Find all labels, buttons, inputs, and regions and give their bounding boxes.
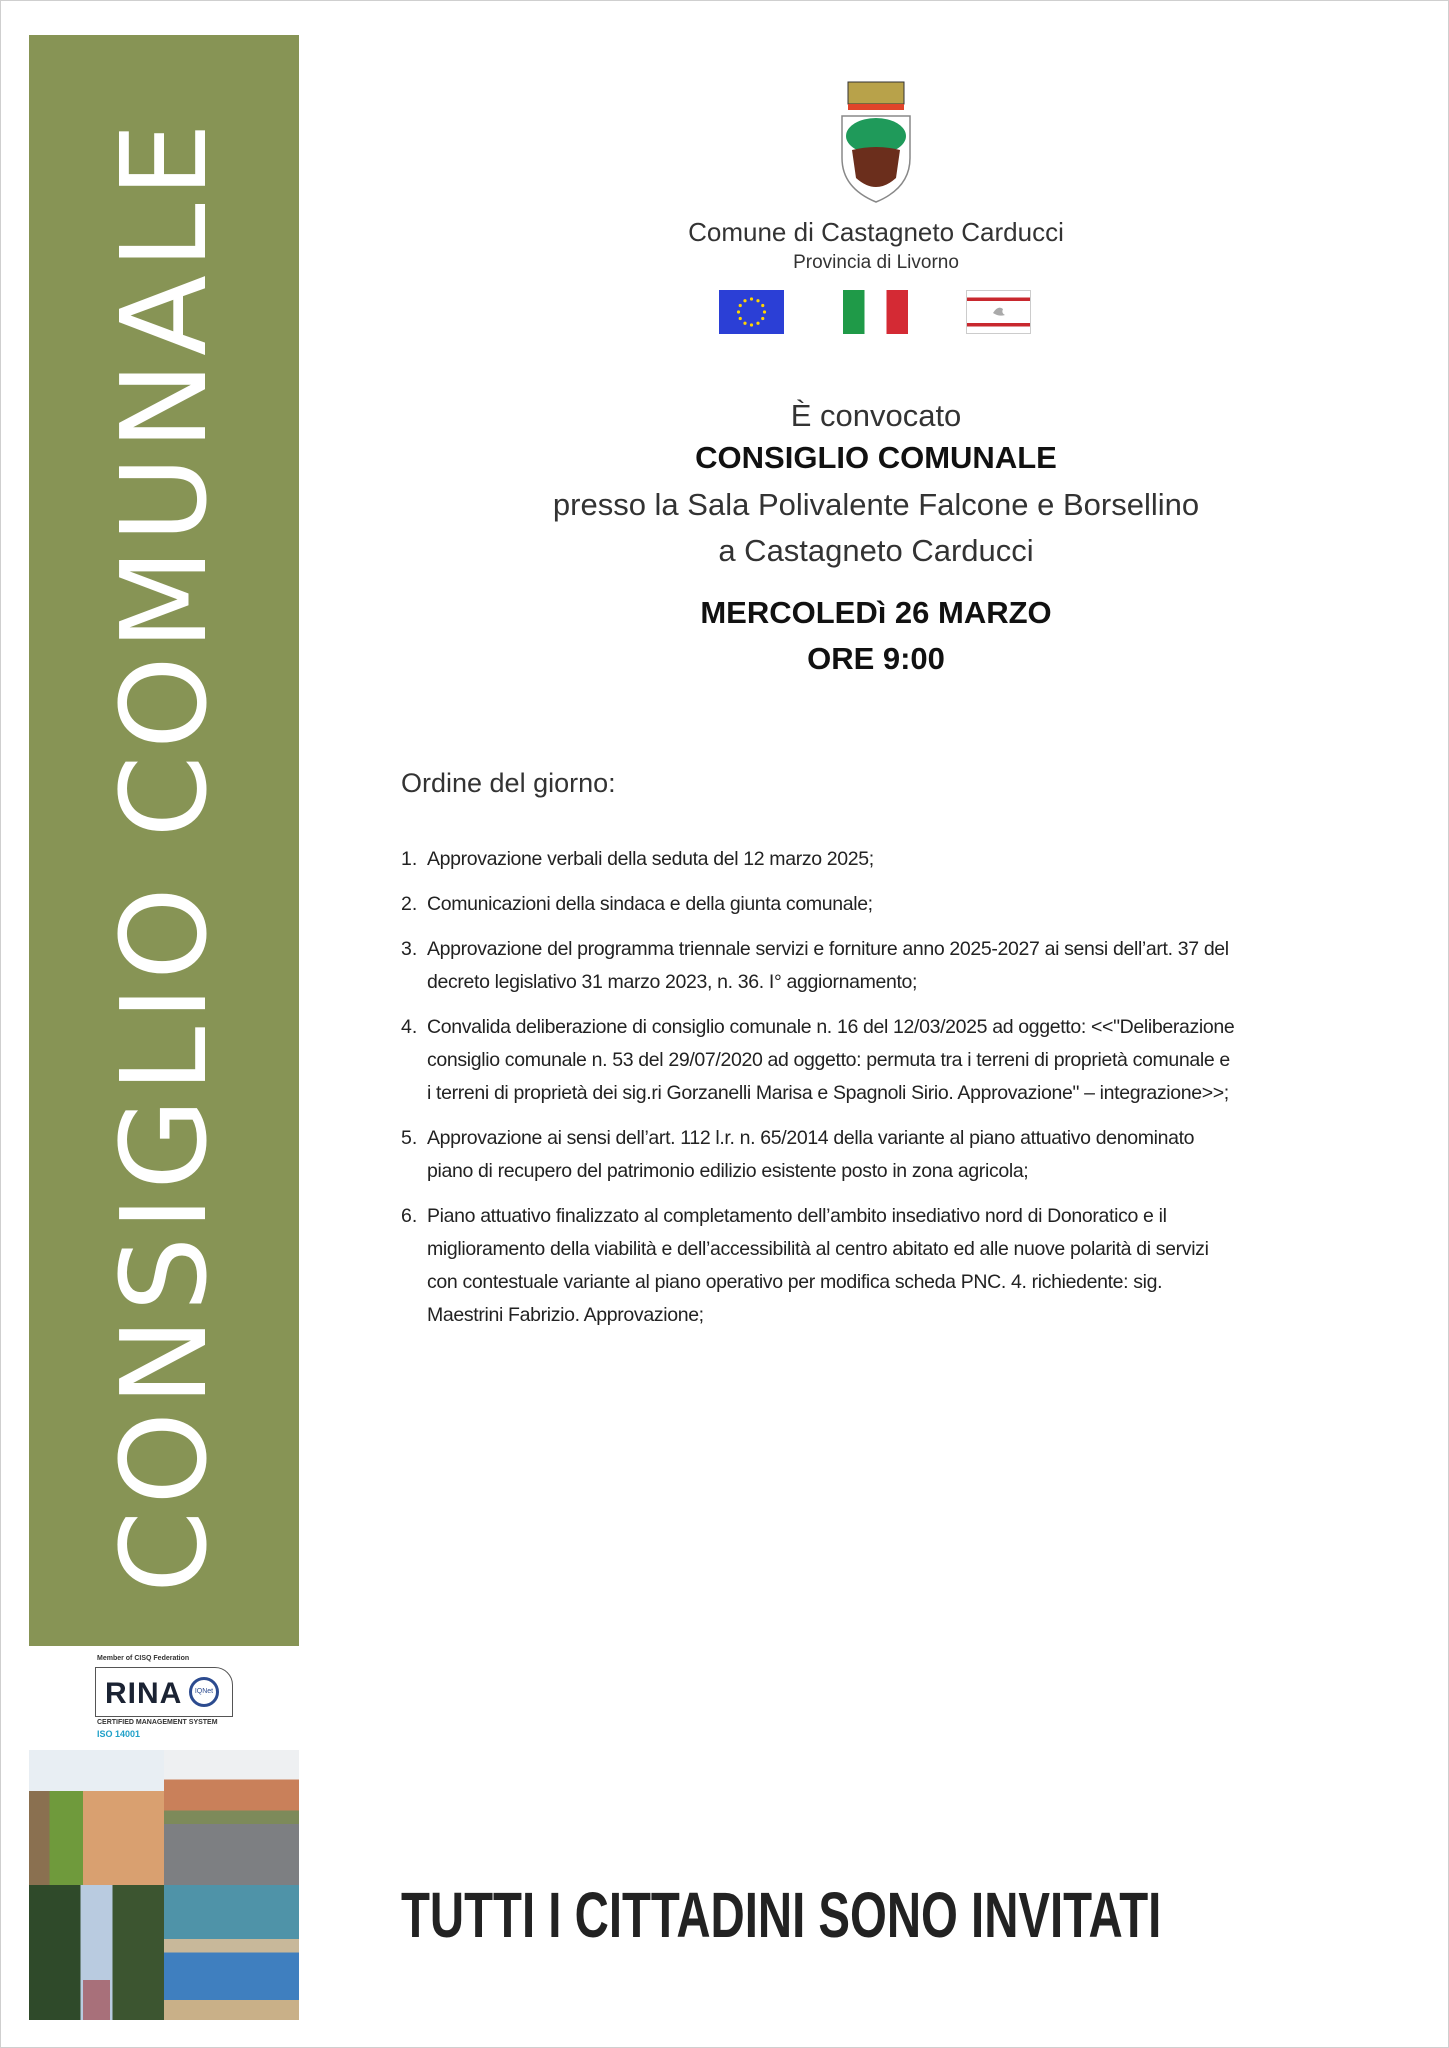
eu-flag-icon [719, 290, 784, 334]
rina-certification-logo [95, 1655, 245, 1747]
agenda-item-text: Approvazione ai sensi dell’art. 112 l.r. n. 65/2014 della variante al piano attuativo denominato [427, 1127, 1195, 1149]
agenda-item-number: 4. [401, 1016, 418, 1038]
rina-iso-text: ISO 14001 [97, 1729, 141, 1739]
agenda-title: Ordine del giorno: [401, 768, 616, 798]
agenda-item-text: i terreni di proprietà dei sig.ri Gorzanelli Marisa e Spagnoli Sirio. Approvazione" – integrazione>>; [427, 1082, 1229, 1104]
agenda-item-text: Comunicazioni della sindaca e della giunta comunale; [427, 893, 873, 915]
italy-flag-icon [843, 290, 908, 334]
convocation-venue: presso la Sala Polivalente Falcone e Borsellino [552, 487, 1200, 522]
agenda-item-number: 1. [401, 848, 418, 870]
agenda-item-text: miglioramento della viabilità e dell’accessibilità al centro abitato ed alle nuove polarità di servizi [427, 1238, 1209, 1260]
eu-star-icon [761, 304, 764, 307]
agenda-item-text: consiglio comunale n. 53 del 29/07/2020 ad oggetto: permuta tra i terreni di proprietà comunale e [427, 1049, 1230, 1071]
agenda-item [401, 1011, 1401, 1110]
meeting-date: MERCOLEDì 26 MARZO [700, 595, 1052, 630]
eu-star-icon [743, 322, 746, 325]
photo-collage [29, 1750, 299, 2020]
banner-title: CONSIGLIO COMUNALE [95, 116, 233, 1594]
rina-member-text: Member of CISQ Federation [97, 1655, 190, 1662]
eu-star-icon [756, 299, 759, 302]
agenda-item-text: Approvazione del programma triennale servizi e forniture anno 2025-2027 ai sensi dell’art. 37 del [427, 938, 1229, 960]
rina-logo-text: RINA [105, 1677, 183, 1710]
agenda-item-number: 5. [401, 1127, 418, 1149]
agenda-item [401, 1122, 1401, 1188]
iqnet-icon: IQNet [189, 1677, 219, 1707]
eu-star-icon [750, 323, 753, 326]
photo-cypress-road [29, 1885, 164, 2020]
agenda-item-text: con contestuale variante al piano operativo per modifica scheda PNC. 4. richiedente: sig. [427, 1271, 1163, 1293]
agenda-item [401, 1200, 1401, 1332]
agenda-item [401, 843, 1401, 876]
eu-star-icon [763, 310, 766, 313]
photo-beach [164, 1885, 299, 2020]
agenda-item-text: Convalida deliberazione di consiglio comunale n. 16 del 12/03/2025 ad oggetto: <<"Deliberazione [427, 1016, 1235, 1038]
eu-star-icon [743, 299, 746, 302]
eu-star-icon [737, 310, 740, 313]
eu-star-icon [761, 317, 764, 320]
eu-star-icon [739, 304, 742, 307]
agenda-item-text: decreto legislativo 31 marzo 2023, n. 36. I° aggiornamento; [427, 971, 918, 993]
agenda-item-text: Maestrini Fabrizio. Approvazione; [427, 1304, 704, 1326]
agenda-item-text: piano di recupero del patrimonio edilizio esistente posto in zona agricola; [427, 1160, 1029, 1182]
municipality-name: Comune di Castagneto Carducci [688, 217, 1064, 247]
agenda-item [401, 888, 1401, 921]
province-name: Provincia di Livorno [793, 252, 959, 273]
eu-star-icon [739, 317, 742, 320]
photo-street [164, 1750, 299, 1885]
side-banner [29, 35, 299, 1646]
meeting-time: ORE 9:00 [807, 641, 945, 676]
rina-cert-text: CERTIFIED MANAGEMENT SYSTEM [97, 1719, 218, 1726]
agenda-item-text: Approvazione verbali della seduta del 12 marzo 2025; [427, 848, 874, 870]
convocation-place: a Castagneto Carducci [718, 533, 1034, 568]
agenda-list [401, 843, 1401, 1344]
convocation-title: CONSIGLIO COMUNALE [695, 440, 1057, 475]
agenda-item-number: 2. [401, 893, 418, 915]
photo-town-tower [29, 1750, 164, 1885]
agenda-item [401, 933, 1401, 999]
invitation-text: TUTTI I CITTADINI SONO INVITATI [401, 1879, 1162, 1951]
coat-of-arms-icon [836, 78, 916, 204]
eu-star-icon [756, 322, 759, 325]
agenda-item-text: Piano attuativo finalizzato al completamento dell’ambito insediativo nord di Donoratico e il [427, 1205, 1167, 1227]
tuscany-flag-icon [966, 290, 1031, 334]
agenda-item-number: 3. [401, 938, 418, 960]
eu-star-icon [750, 297, 753, 300]
convocation-intro: È convocato [790, 398, 962, 433]
agenda-item-number: 6. [401, 1205, 418, 1227]
